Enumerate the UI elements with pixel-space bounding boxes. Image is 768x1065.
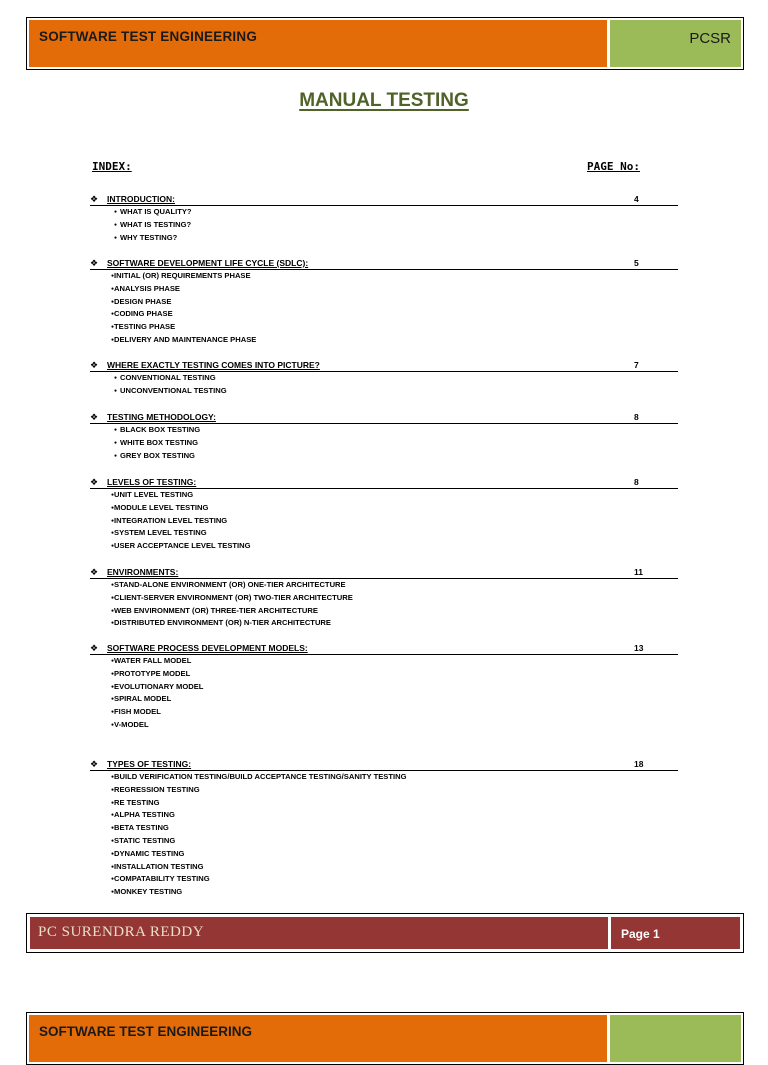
list-item: ● UNIT LEVEL TESTING [90,489,678,502]
list-item: ● INTEGRATION LEVEL TESTING [90,515,678,528]
list-item: ● BLACK BOX TESTING [90,424,678,437]
index-label: INDEX: [92,160,132,173]
section-page: 5 [634,258,639,268]
list-item: ● WHY TESTING? [90,232,678,245]
diamond-bullet-icon: ❖ [90,477,99,487]
section-title[interactable]: INTRODUCTION: [107,194,175,204]
list-item: ● USER ACCEPTANCE LEVEL TESTING [90,540,678,553]
list-item: ● V-MODEL [90,719,678,732]
list-item: ● BUILD VERIFICATION TESTING/BUILD ACCEPTANCE TESTING/SANITY TESTING [90,771,678,784]
section-page: 13 [634,643,644,653]
next-header-brand-block [610,1015,741,1062]
list-item: ● DYNAMIC TESTING [90,848,678,861]
list-item: ● UNCONVENTIONAL TESTING [90,385,678,398]
section-title[interactable]: SOFTWARE DEVELOPMENT LIFE CYCLE (SDLC): [107,258,309,268]
page-header [26,17,744,70]
diamond-bullet-icon: ❖ [90,412,99,422]
section-page: 11 [634,567,643,577]
list-item: ● RE TESTING [90,797,678,810]
list-item: ● COMPATABILITY TESTING [90,873,678,886]
diamond-bullet-icon: ❖ [90,194,99,204]
list-item: ● WHITE BOX TESTING [90,437,678,450]
list-item: ● FISH MODEL [90,706,678,719]
header-brand: PCSR [610,20,741,67]
list-item: ● ALPHA TESTING [90,809,678,822]
section-title[interactable]: TYPES OF TESTING: [107,759,192,769]
list-item: ● BETA TESTING [90,822,678,835]
list-item: ● STATIC TESTING [90,835,678,848]
list-item: ● DELIVERY AND MAINTENANCE PHASE [90,334,678,347]
page-footer [26,913,744,953]
list-item: ● CONVENTIONAL TESTING [90,372,678,385]
list-item: ● WHAT IS TESTING? [90,219,678,232]
section-page: 8 [634,477,639,487]
list-item: ● DESIGN PHASE [90,296,678,309]
document-title-wrap [0,90,768,112]
list-item: ● WATER FALL MODEL [90,655,678,668]
list-item: ● ANALYSIS PHASE [90,283,678,296]
diamond-bullet-icon: ❖ [90,759,99,769]
footer-page-number: Page 1 [611,917,740,949]
next-page-header [26,1012,744,1065]
list-item: ● WHAT IS QUALITY? [90,206,678,219]
section-title[interactable]: ENVIRONMENTS: [107,567,179,577]
section-title[interactable]: TESTING METHODOLOGY: [107,412,216,422]
list-item: ● INSTALLATION TESTING [90,861,678,874]
section-page: 7 [634,360,639,370]
toc-section [90,641,678,732]
list-item: ● REGRESSION TESTING [90,784,678,797]
diamond-bullet-icon: ❖ [90,567,99,577]
list-item: ● MODULE LEVEL TESTING [90,502,678,515]
toc-section [90,358,678,398]
diamond-bullet-icon: ❖ [90,258,99,268]
list-item: ● SYSTEM LEVEL TESTING [90,527,678,540]
list-item: ● TESTING PHASE [90,321,678,334]
list-item: ● DISTRIBUTED ENVIRONMENT (OR) N-TIER ARCHITECTURE [90,617,678,630]
document-title: MANUAL TESTING [299,90,469,111]
list-item: ● STAND-ALONE ENVIRONMENT (OR) ONE-TIER ARCHITECTURE [90,579,678,592]
toc-section [90,565,678,630]
list-item: ● GREY BOX TESTING [90,450,678,463]
section-title[interactable]: WHERE EXACTLY TESTING COMES INTO PICTURE? [107,360,320,370]
header-title: SOFTWARE TEST ENGINEERING [29,20,607,67]
section-title[interactable]: SOFTWARE PROCESS DEVELOPMENT MODELS: [107,643,308,653]
page-no-label: PAGE No: [587,160,640,173]
list-item: ● INITIAL (OR) REQUIREMENTS PHASE [90,270,678,283]
toc-section [90,757,678,899]
footer-author: PC SURENDRA REDDY [30,917,608,949]
diamond-bullet-icon: ❖ [90,643,99,653]
diamond-bullet-icon: ❖ [90,360,99,370]
list-item: ● SPIRAL MODEL [90,693,678,706]
toc-section [90,475,678,553]
section-title[interactable]: LEVELS OF TESTING: [107,477,197,487]
toc-section [90,410,678,462]
list-item: ● CLIENT-SERVER ENVIRONMENT (OR) TWO-TIER ARCHITECTURE [90,592,678,605]
list-item: ● PROTOTYPE MODEL [90,668,678,681]
next-header-title: SOFTWARE TEST ENGINEERING [29,1015,607,1062]
list-item: ● CODING PHASE [90,308,678,321]
section-page: 8 [634,412,639,422]
list-item: ● WEB ENVIRONMENT (OR) THREE-TIER ARCHITECTURE [90,605,678,618]
list-item: ● EVOLUTIONARY MODEL [90,681,678,694]
section-page: 18 [634,759,644,769]
list-item: ● MONKEY TESTING [90,886,678,899]
toc-section [90,256,678,347]
section-page: 4 [634,194,639,204]
toc-section [90,192,678,244]
